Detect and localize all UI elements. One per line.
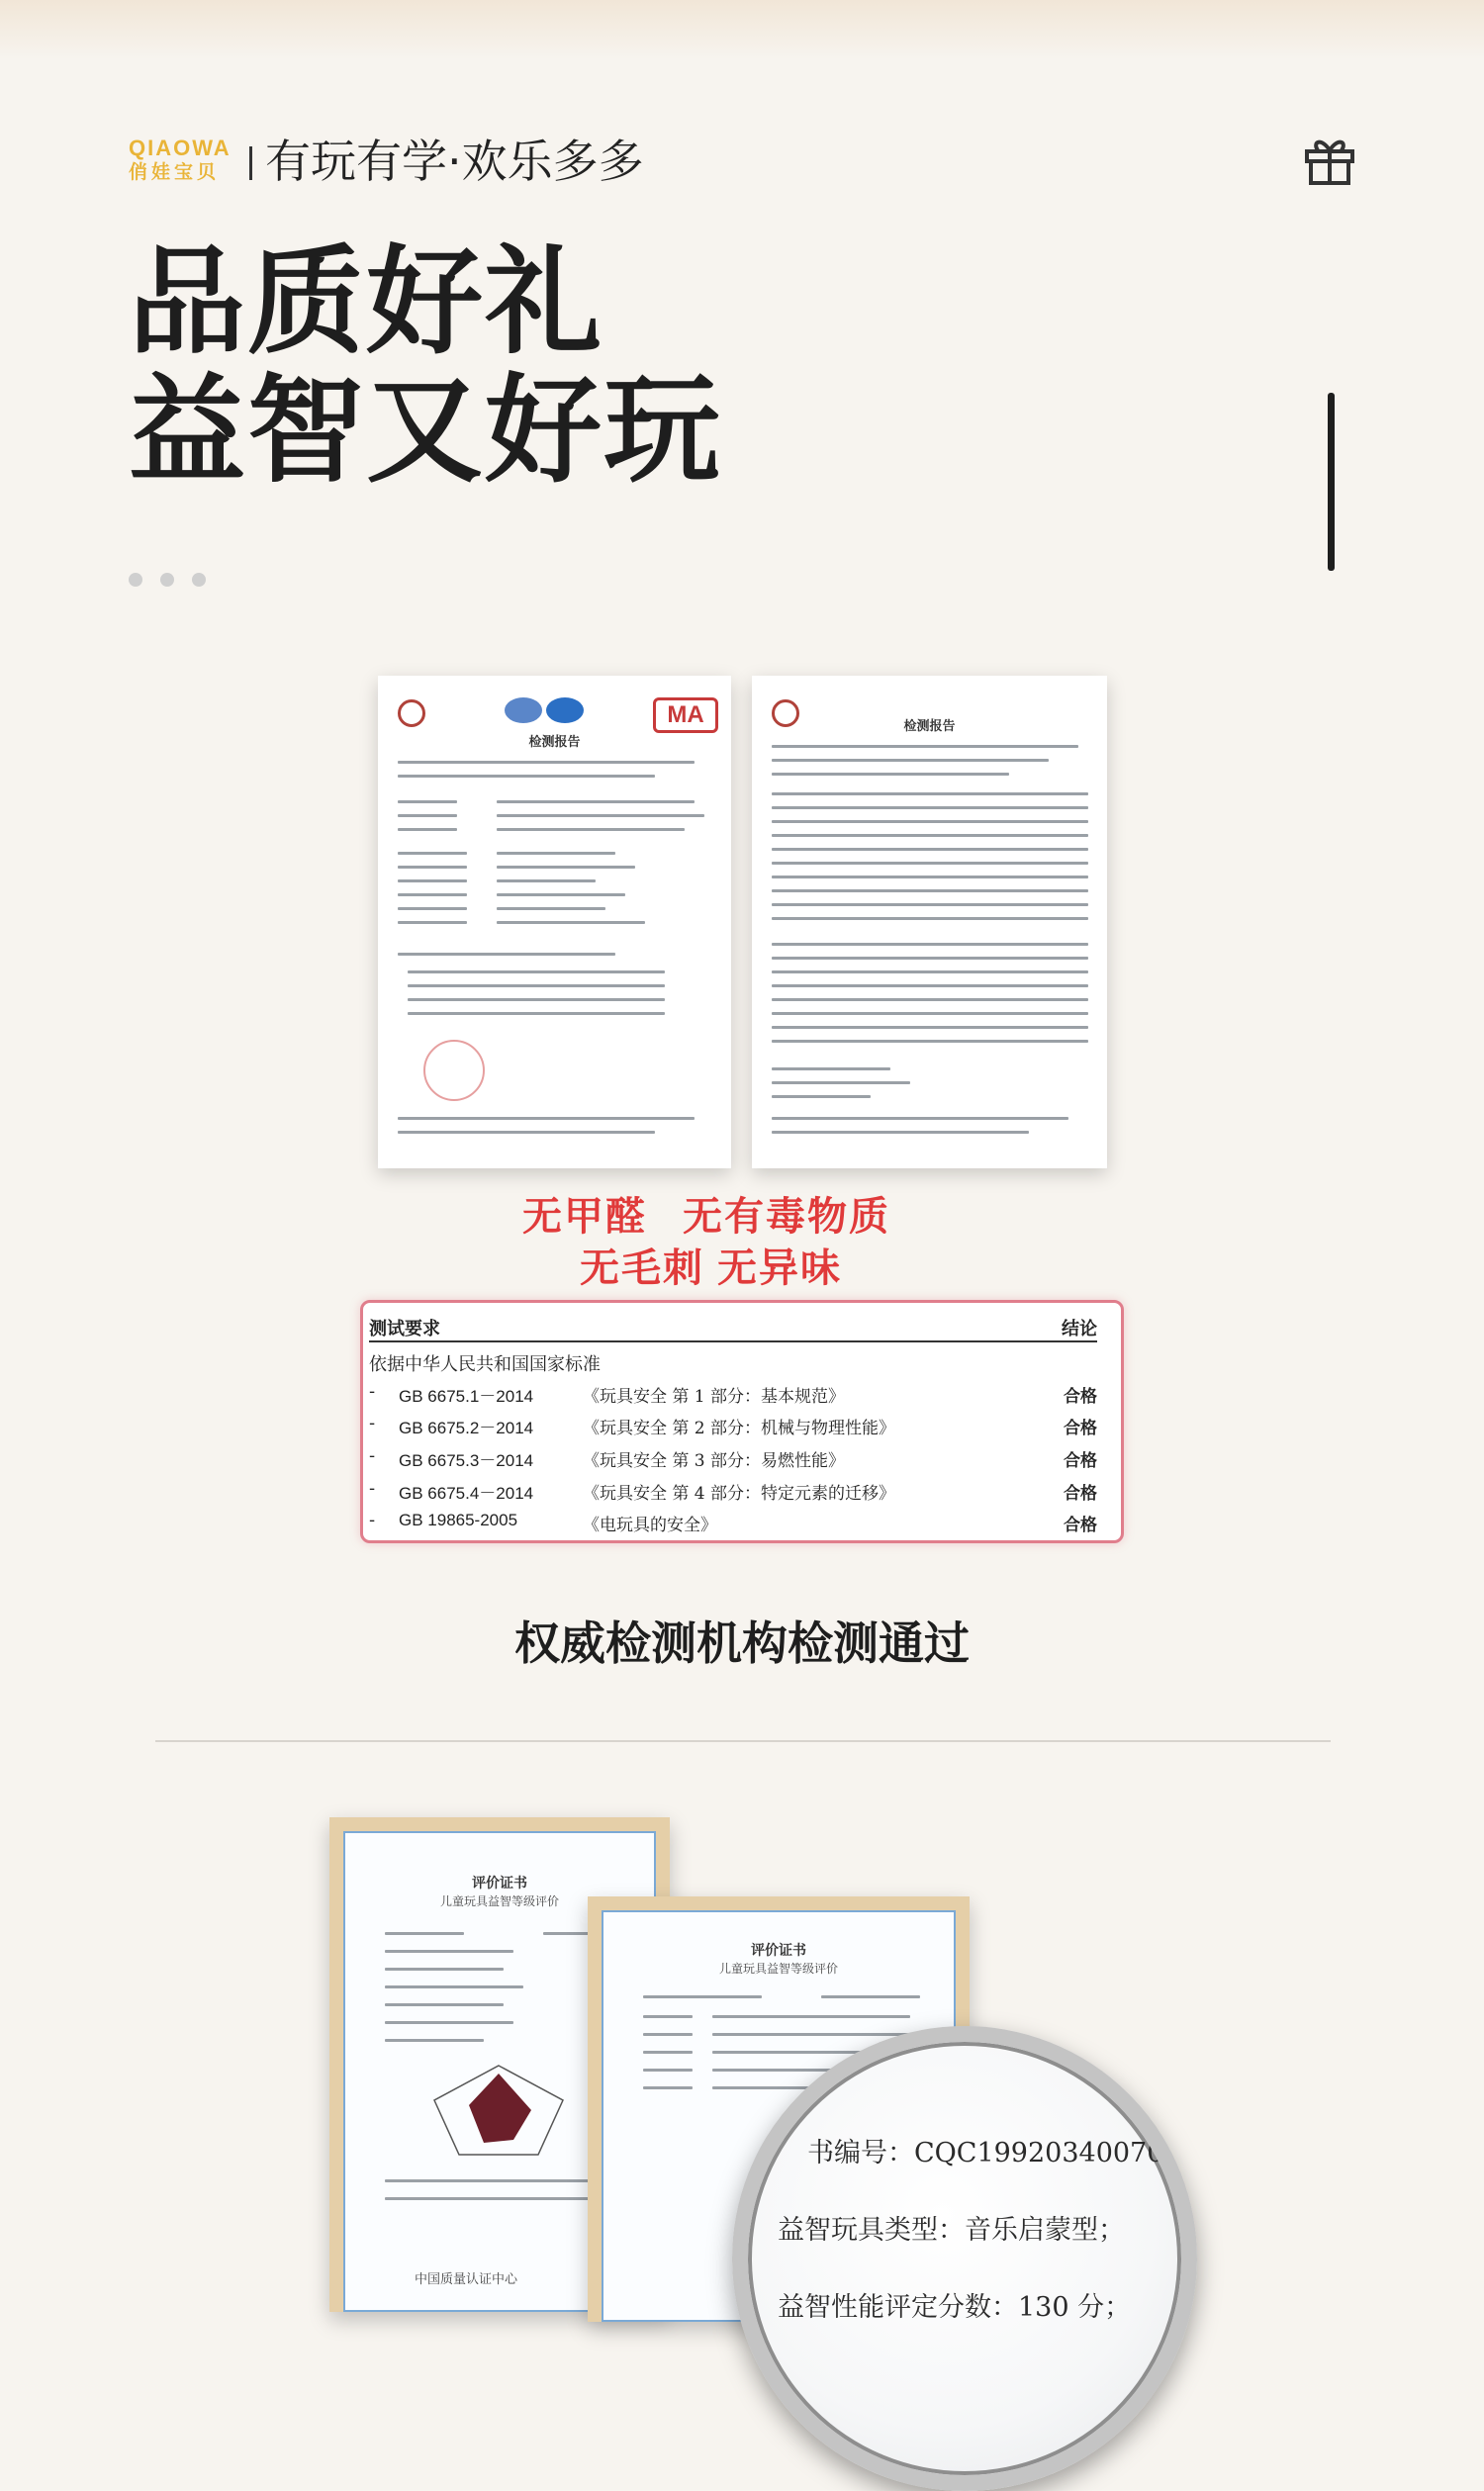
tagline-divider (249, 146, 252, 180)
pager-dot (192, 573, 206, 587)
radar-chart-icon (415, 2056, 583, 2165)
claim-no-formaldehyde: 无甲醛 (522, 1194, 647, 1240)
cnas-logo-icon (505, 697, 542, 723)
report-title: 检测报告 (528, 735, 581, 750)
headline-line2: 益智又好玩 (129, 362, 723, 499)
report-title: 检测报告 (903, 719, 956, 734)
lab-logo-icon (398, 699, 425, 727)
magnifier-lens (732, 2026, 1197, 2491)
score: 益智性能评定分数：130 分； (778, 2292, 1132, 2323)
pager-dot (129, 573, 142, 587)
certificate-title: 评价证书 (751, 1943, 806, 1959)
brand-en: QIAOWA (129, 136, 232, 160)
section-caption: 权威检测机构检测通过 (514, 1616, 970, 1670)
claim-no-toxic: 无有毒物质 (683, 1194, 890, 1240)
table-row: - GB 6675.1－2014 《玩具安全 第 1 部分：基本规范》 合格 (369, 1382, 1097, 1407)
standards-table (360, 1300, 1124, 1543)
table-row: - GB 6675.4－2014 《玩具安全 第 4 部分：特定元素的迁移》 合格 (369, 1479, 1097, 1504)
certificate-footer: 中国质量认证中心 (415, 2272, 518, 2287)
certificate-number: 书编号：CQC19920340070 (807, 2138, 1164, 2168)
ilac-logo-icon (546, 697, 584, 723)
headline-line1: 品质好礼 (129, 233, 604, 370)
standards-header-conclusion: 结论 (1062, 1319, 1097, 1339)
table-row: - GB 6675.2－2014 《玩具安全 第 2 部分：机械与物理性能》 合格 (369, 1414, 1097, 1438)
brand-cn: 俏娃宝贝 (129, 161, 221, 183)
standards-header-requirement: 测试要求 (369, 1319, 440, 1339)
table-row: - GB 6675.3－2014 《玩具安全 第 3 部分：易燃性能》 合格 (369, 1446, 1097, 1471)
certificate-title: 评价证书 (472, 1876, 527, 1891)
top-glow (0, 0, 1484, 59)
decor-vertical-bar (1328, 393, 1335, 571)
test-report-page-1 (378, 676, 731, 1168)
divider (155, 1740, 1331, 1742)
test-report-page-2 (752, 676, 1107, 1168)
tagline: 有玩有学·欢乐多多 (265, 135, 644, 188)
pager-dots (129, 572, 224, 591)
gift-icon[interactable] (1302, 132, 1357, 187)
cma-mark-icon: MA (653, 697, 718, 733)
standards-intro: 依据中华人民共和国国家标准 (369, 1354, 601, 1375)
table-row: - GB 19865-2005 《电玩具的安全》 合格 (369, 1511, 1097, 1535)
toy-type: 益智玩具类型：音乐启蒙型； (778, 2215, 1125, 2246)
claim-no-burrs: 无毛刺 (580, 1246, 704, 1291)
certificate-subtitle: 儿童玩具益智等级评价 (718, 1962, 838, 1976)
certificate-subtitle: 儿童玩具益智等级评价 (439, 1894, 559, 1908)
brand-logo (129, 137, 235, 188)
pager-dot (160, 573, 174, 587)
claim-no-odor: 无异味 (717, 1246, 842, 1291)
standards-header (369, 1315, 1097, 1342)
red-seal-icon (423, 1040, 485, 1101)
